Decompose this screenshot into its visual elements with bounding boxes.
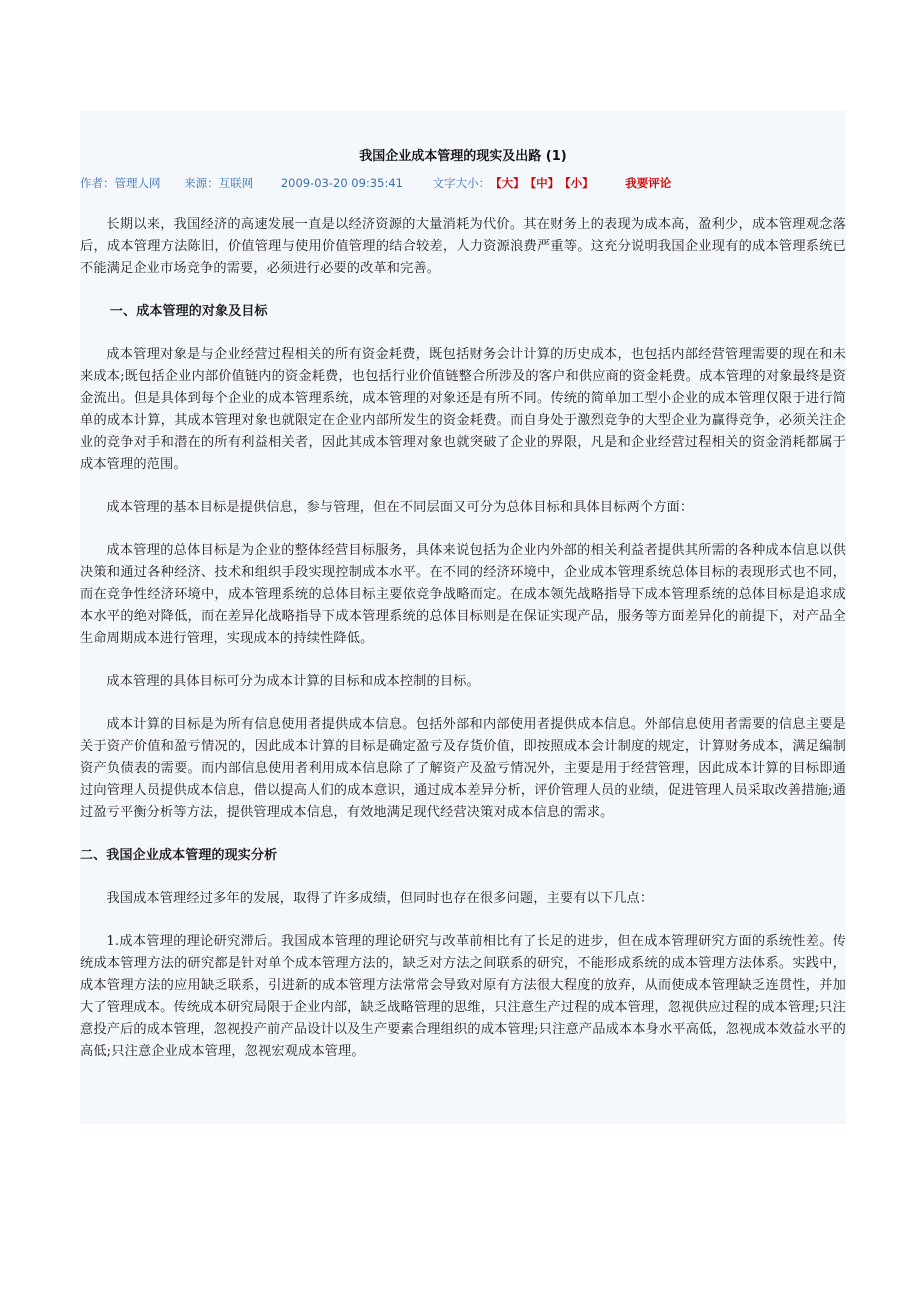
paragraph: 成本计算的目标是为所有信息使用者提供成本信息。包括外部和内部使用者提供成本信息。外部信息使用者需要的信息主要是关于资产价值和盈亏情况的，因此成本计算的目标是确定盈亏及存货价值，即按照成本会计制度的规定，计算财务成本，满足编制资产负债表的需要。而内部信息使用者利用成本信息除了了解资产及盈亏情况外，主要是用于经营管理，因此成本计算的目标即通过向管理人员提供成本信息，借以提高人们的成本意识，通过成本差异分析，评价管理人员的业绩，促进管理人员采取改善措施;通过盈亏平衡分析等方法，提供管理成本信息，有效地满足现代经营决策对成本信息的需求。 xyxy=(80,717,846,820)
comment-link[interactable]: 我要评论 xyxy=(625,176,672,190)
font-size-medium-link[interactable]: 【中】 xyxy=(524,176,560,190)
paragraph: 成本管理对象是与企业经营过程相关的所有资金耗费，既包括财务会计计算的历史成本，也包括内部经营管理需要的现在和未来成本;既包括企业内部价值链内的资金耗费，也包括行业价值链整合所涉及的客户和供应商的资金耗费。成本管理的对象最终是资金流出。但是具体到每个企业的成本管理系统，成本管理的对象还是有所不同。传统的简单加工型小企业的成本管理仅限于进行简单的成本计算，其成本管理对象也就限定在企业内部所发生的资金耗费。而自身处于激烈竞争的大型企业为赢得竞争，必须关注企业的竞争对手和潜在的所有利益相关者，因此其成本管理对象也就突破了企业的界限，凡是和企业经营过程相关的资金消耗都属于成本管理的范围。 xyxy=(80,347,846,472)
paragraph: 1.成本管理的理论研究滞后。我国成本管理的理论研究与改革前相比有了长足的进步，但在成本管理研究方面的系统性差。传统成本管理方法的研究都是针对单个成本管理方法的，缺乏对方法之间联系的研究，不能形成系统的成本管理方法体系。实践中，成本管理方法的应用缺乏联系，引进新的成本管理方法常常会导致对原有方法很大程度的放弃，从而使成本管理缺乏连贯性，并加大了管理成本。传统成本研究局限于企业内部，缺乏战略管理的思维，只注意生产过程的成本管理，忽视供应过程的成本管理;只注意投产后的成本管理，忽视投产前产品设计以及生产要素合理组织的成本管理;只注意产品成本本身水平高低，忽视成本效益水平的高低;只注意企业成本管理，忽视宏观成本管理。 xyxy=(80,934,846,1059)
paragraph: 成本管理的具体目标可分为成本计算的目标和成本控制的目标。 xyxy=(106,674,480,689)
source-label: 来源：互联网 xyxy=(184,176,254,190)
author-label: 作者：管理人网 xyxy=(80,176,161,190)
section-heading: 一、成本管理的对象及目标 xyxy=(109,304,268,319)
section-heading: 二、我国企业成本管理的现实分析 xyxy=(80,848,278,863)
paragraph: 成本管理的基本目标是提供信息，参与管理，但在不同层面又可分为总体目标和具体目标两个方面： xyxy=(106,500,694,515)
publish-datetime: 2009-03-20 09:35:41 xyxy=(280,176,403,190)
article-meta xyxy=(80,175,671,191)
font-size-label: 文字大小： xyxy=(432,176,491,190)
font-size-small-link[interactable]: 【小】 xyxy=(559,176,594,190)
font-size-large-link[interactable]: 【大】 xyxy=(490,176,525,190)
paragraph: 长期以来，我国经济的高速发展一直是以经济资源的大量消耗为代价。其在财务上的表现为成本高，盈利少，成本管理观念落后，成本管理方法陈旧，价值管理与使用价值管理的结合较差，人力资源浪费严重等。这充分说明我国企业现有的成本管理系统已不能满足企业市场竞争的需要，必须进行必要的改革和完善。 xyxy=(80,217,846,276)
article-title: 我国企业成本管理的现实及出路 (1) xyxy=(359,149,567,164)
paragraph: 成本管理的总体目标是为企业的整体经营目标服务，具体来说包括为企业内外部的相关利益者提供其所需的各种成本信息以供决策和通过各种经济、技术和组织手段实现控制成本水平。在不同的经济环境中，企业成本管理系统总体目标的表现形式也不同，而在竞争性经济环境中，成本管理系统的总体目标主要依竞争战略而定。在成本领先战略指导下成本管理系统的总体目标是追求成本水平的绝对降低，而在差异化战略指导下成本管理系统的总体目标则是在保证实现产品，服务等方面差异化的前提下，对产品全生命周期成本进行管理，实现成本的持续性降低。 xyxy=(80,543,846,646)
paragraph: 我国成本管理经过多年的发展，取得了许多成绩，但同时也存在很多问题，主要有以下几点： xyxy=(106,891,654,906)
article-body xyxy=(80,214,846,1063)
